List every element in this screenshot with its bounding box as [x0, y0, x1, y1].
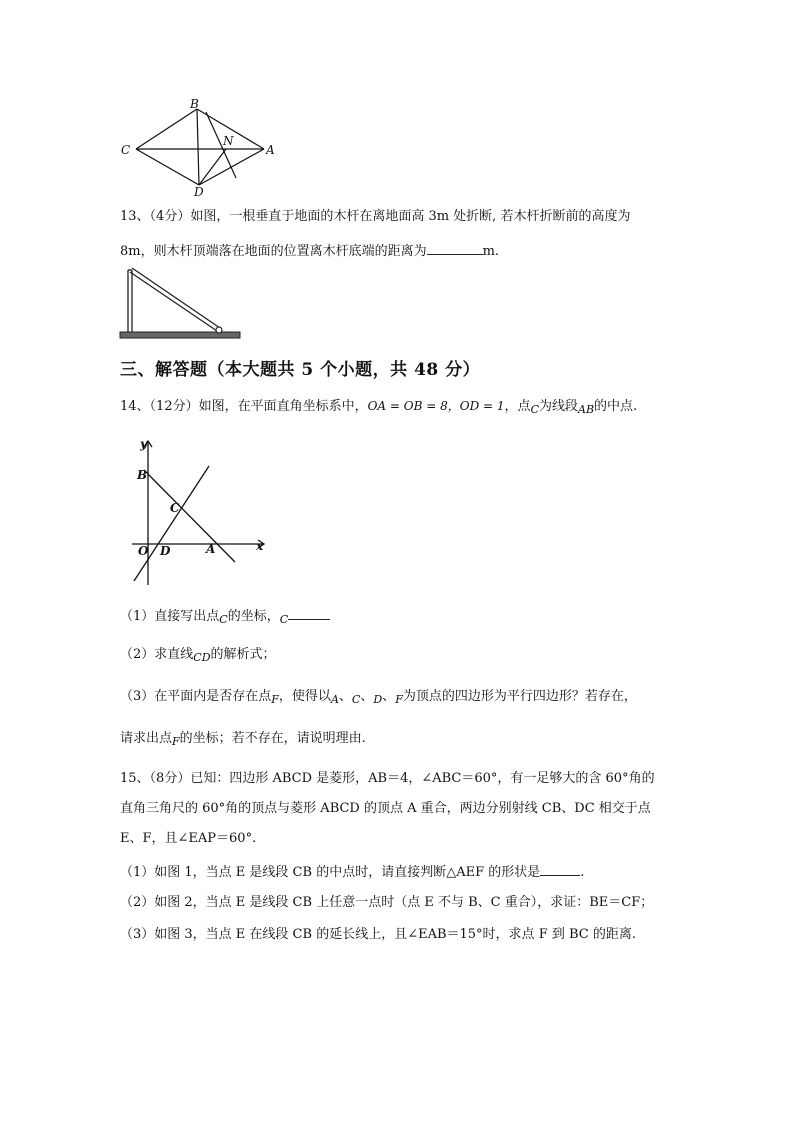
q15-part2: （2）如图 2，当点 E 是线段 CB 上任意一点时（点 E 不与 B、C 重合），求证：BE＝CF；: [120, 895, 654, 910]
q14-stem-post: 的中点.: [594, 399, 638, 414]
q13-line1: 13、（4分）如图，一根垂直于地面的木杆在离地面高 3m 处折断, 若木杆折断前的高度为: [120, 209, 631, 224]
q14-part1-text: （1）直接写出点: [120, 609, 220, 624]
q14-stem-text: 14、（12分）如图，在平面直角坐标系中，: [120, 399, 368, 414]
q14-part2-CD: CD: [193, 651, 211, 664]
label-B: B: [190, 97, 199, 111]
q15-line1: 15、（8分）已知：四边形 ABCD 是菱形，AB＝4，∠ABC＝60°，有一足够大的含 60°角的: [120, 771, 655, 786]
q14-part1: [120, 606, 330, 629]
label-C: C: [121, 143, 131, 157]
point-label-O: O: [138, 544, 149, 558]
q15-part1-blank[interactable]: [540, 862, 580, 876]
q14-part1-mid: 的坐标，: [227, 609, 280, 624]
coordinate-figure: [124, 433, 274, 588]
q14-part3-line2-F: F: [172, 735, 180, 748]
q14-part3: [120, 688, 637, 709]
point-label-A: A: [206, 542, 216, 556]
q14-part3-A: A: [330, 693, 339, 706]
q14-part3-line2: [120, 730, 366, 751]
q15-line2: 直角三角尺的 60°角的顶点与菱形 ABCD 的顶点 A 重合，两边分别射线 CB、DC 相交于点: [120, 801, 651, 816]
point-label-B: B: [137, 468, 148, 482]
q14-part3-mid: ，使得以: [278, 689, 331, 704]
q14-point-C: C: [530, 403, 539, 416]
label-N: N: [223, 134, 234, 148]
q14-part1-blank[interactable]: [288, 606, 330, 620]
q14-formula: OA = OB = 8，OD = 1: [367, 399, 505, 413]
broken-pole-figure: [118, 264, 244, 344]
q14-stem: [120, 397, 637, 419]
q14-part3-text: （3）在平面内是否存在点: [120, 689, 272, 704]
section-title: 三、解答题（本大题共 5 个小题，共 48 分）: [120, 360, 481, 380]
q14-part3-sep1: 、: [338, 689, 352, 704]
q13-answer-blank[interactable]: [427, 241, 483, 255]
q14-part2: [120, 646, 276, 667]
point-label-D: D: [160, 544, 171, 558]
axis-label-x: x: [256, 539, 264, 553]
q14-part3-sep3: 、: [382, 689, 396, 704]
q14-part3-F: F: [271, 693, 279, 706]
q14-stem-mid: ，点: [504, 399, 531, 414]
q14-part3-sep2: 、: [360, 689, 374, 704]
q13-unit: m.: [482, 244, 500, 259]
axis-label-y: y: [140, 437, 147, 451]
q14-part2-text: （2）求直线: [120, 647, 194, 662]
q14-part3-C: C: [351, 693, 361, 706]
q13-line2-text: 8m，则木杆顶端落在地面的位置离木杆底端的距离为: [120, 244, 427, 259]
q14-part3-F2: F: [395, 693, 403, 706]
q14-part3-line2-post: 的坐标；若不存在，请说明理由.: [179, 731, 366, 746]
q14-part1-C: C: [219, 613, 228, 626]
q14-stem-mid2: 为线段: [538, 399, 578, 414]
q14-part3-D: D: [373, 693, 383, 706]
label-A: A: [266, 143, 275, 157]
label-D: D: [194, 185, 204, 199]
q13-line2: [120, 241, 499, 261]
q15-line3: E、F，且∠EAP＝60°.: [120, 831, 257, 846]
rhombus-figure: [118, 96, 288, 202]
q14-part1-C2: C: [279, 613, 289, 626]
q15-part1: [120, 862, 584, 882]
q15-part1-text: （1）如图 1，当点 E 是线段 CB 的中点时，请直接判断△AEF 的形状是: [120, 865, 541, 880]
q15-part3: （3）如图 3，当点 E 在线段 CB 的延长线上，且∠EAB＝15°时，求点 F 到 BC 的距离.: [120, 927, 636, 942]
q14-seg-AB: AB: [578, 403, 595, 416]
q14-part2-post: 的解析式；: [210, 647, 276, 662]
q14-part3-post: 为顶点的四边形为平行四边形？若存在，: [402, 689, 637, 704]
q14-part3-line2-text: 请求出点: [120, 731, 173, 746]
point-label-C: C: [170, 501, 180, 515]
q15-part1-post: .: [580, 865, 585, 880]
